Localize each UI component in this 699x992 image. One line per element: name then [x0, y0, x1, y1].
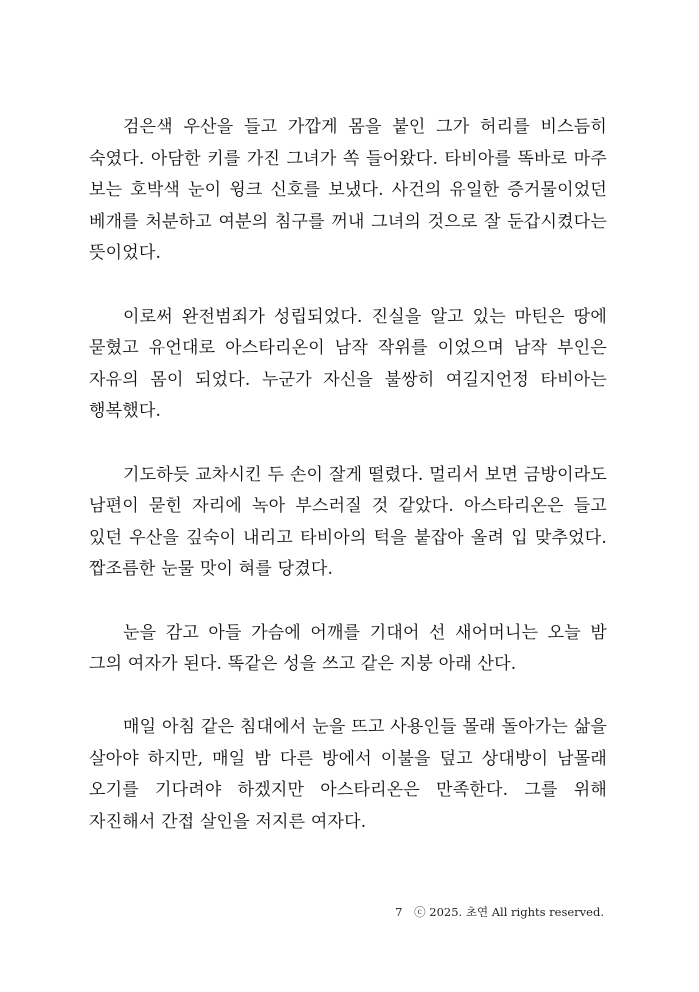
copyright-notice: ⓒ 2025. 초연 All rights reserved. [414, 905, 604, 919]
page-number: 7 [395, 905, 403, 919]
page-footer [90, 904, 604, 920]
paragraph: 눈을 감고 아들 가슴에 어깨를 기대어 선 새어머니는 오늘 밤 그의 여자가 된다. 똑같은 성을 쓰고 같은 지붕 아래 산다. [89, 622, 607, 675]
paragraph: 기도하듯 교차시킨 두 손이 잘게 떨렸다. 멀리서 보면 금방이라도 남편이 묻힌 자리에 녹아 부스러질 것 같았다. 아스타리온은 들고 있던 우산을 깊숙이 내리고 타비아의 턱을 붙잡아 올려 입 맞추었다. 짭조름한 눈물 맛이 혀를 당겼다. [89, 464, 607, 580]
paragraph: 검은색 우산을 들고 가깝게 몸을 붙인 그가 허리를 비스듬히 숙였다. 아담한 키를 가진 그녀가 쏙 들어왔다. 타비아를 똑바로 마주 보는 호박색 눈이 윙크 신호를 보냈다. 사건의 유일한 증거물이었던 베개를 처분하고 여분의 침구를 꺼내 그녀의 것으로 잘 둔갑시켰다는 뜻이었다. [89, 117, 607, 264]
paragraph: 이로써 완전범죄가 성립되었다. 진실을 알고 있는 마틴은 땅에 묻혔고 유언대로 아스타리온이 남작 작위를 이었으며 남작 부인은 자유의 몸이 되었다. 누군가 자신을 불쌍히 여길지언정 타비아는 행복했다. [89, 306, 607, 422]
body-text [89, 112, 607, 839]
paragraph: 매일 아침 같은 침대에서 눈을 뜨고 사용인들 몰래 돌아가는 삶을 살아야 하지만, 매일 밤 다른 방에서 이불을 덮고 상대방이 남몰래 오기를 기다려야 하겠지만 아스타리온은 만족한다. 그를 위해 자진해서 간접 살인을 저지른 여자다. [89, 717, 607, 833]
